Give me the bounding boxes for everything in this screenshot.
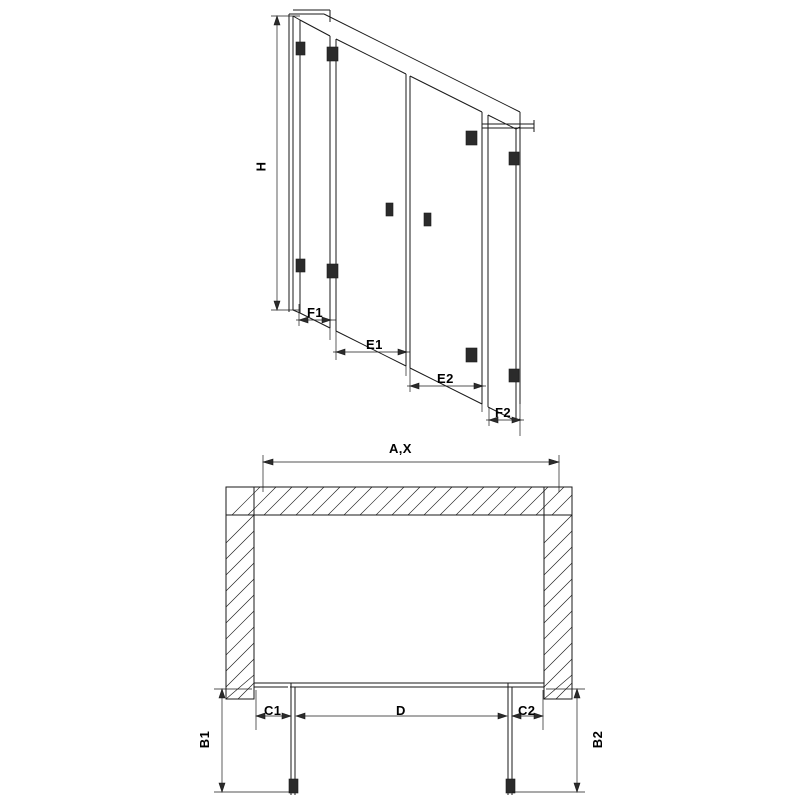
panel-f1 (289, 14, 324, 313)
label-door-e2: E2 (437, 371, 454, 386)
dimension-ax (263, 455, 559, 492)
label-depth-b2: B2 (590, 730, 606, 749)
door-leaf-right-plan (506, 683, 515, 795)
front-elevation-view (271, 10, 534, 436)
label-span-d: D (396, 703, 406, 718)
top-bracket-arm-right (482, 120, 534, 132)
label-width-ax: A,X (389, 441, 412, 456)
label-door-e1: E1 (366, 337, 383, 352)
label-panel-f1: F1 (307, 305, 323, 320)
glass-door-e1 (336, 39, 406, 366)
door-leaf-left-plan (289, 683, 298, 795)
wall-hatching-right (544, 515, 572, 699)
label-depth-b1: B1 (197, 730, 213, 749)
wall-hatching-left (226, 515, 254, 699)
wall-hatching-top (232, 487, 572, 515)
label-side-c2: C2 (518, 703, 536, 718)
label-height-h: H (253, 161, 269, 172)
glass-track-plan (254, 683, 544, 699)
top-plan-view (214, 455, 585, 795)
label-panel-f2: F2 (495, 405, 511, 420)
recess-walls (226, 487, 572, 699)
label-side-c1: C1 (264, 703, 282, 718)
hinge-hardware-group (296, 42, 519, 382)
dimension-h (271, 16, 300, 310)
door-handles (386, 203, 431, 226)
glass-panel-f1 (300, 20, 330, 328)
